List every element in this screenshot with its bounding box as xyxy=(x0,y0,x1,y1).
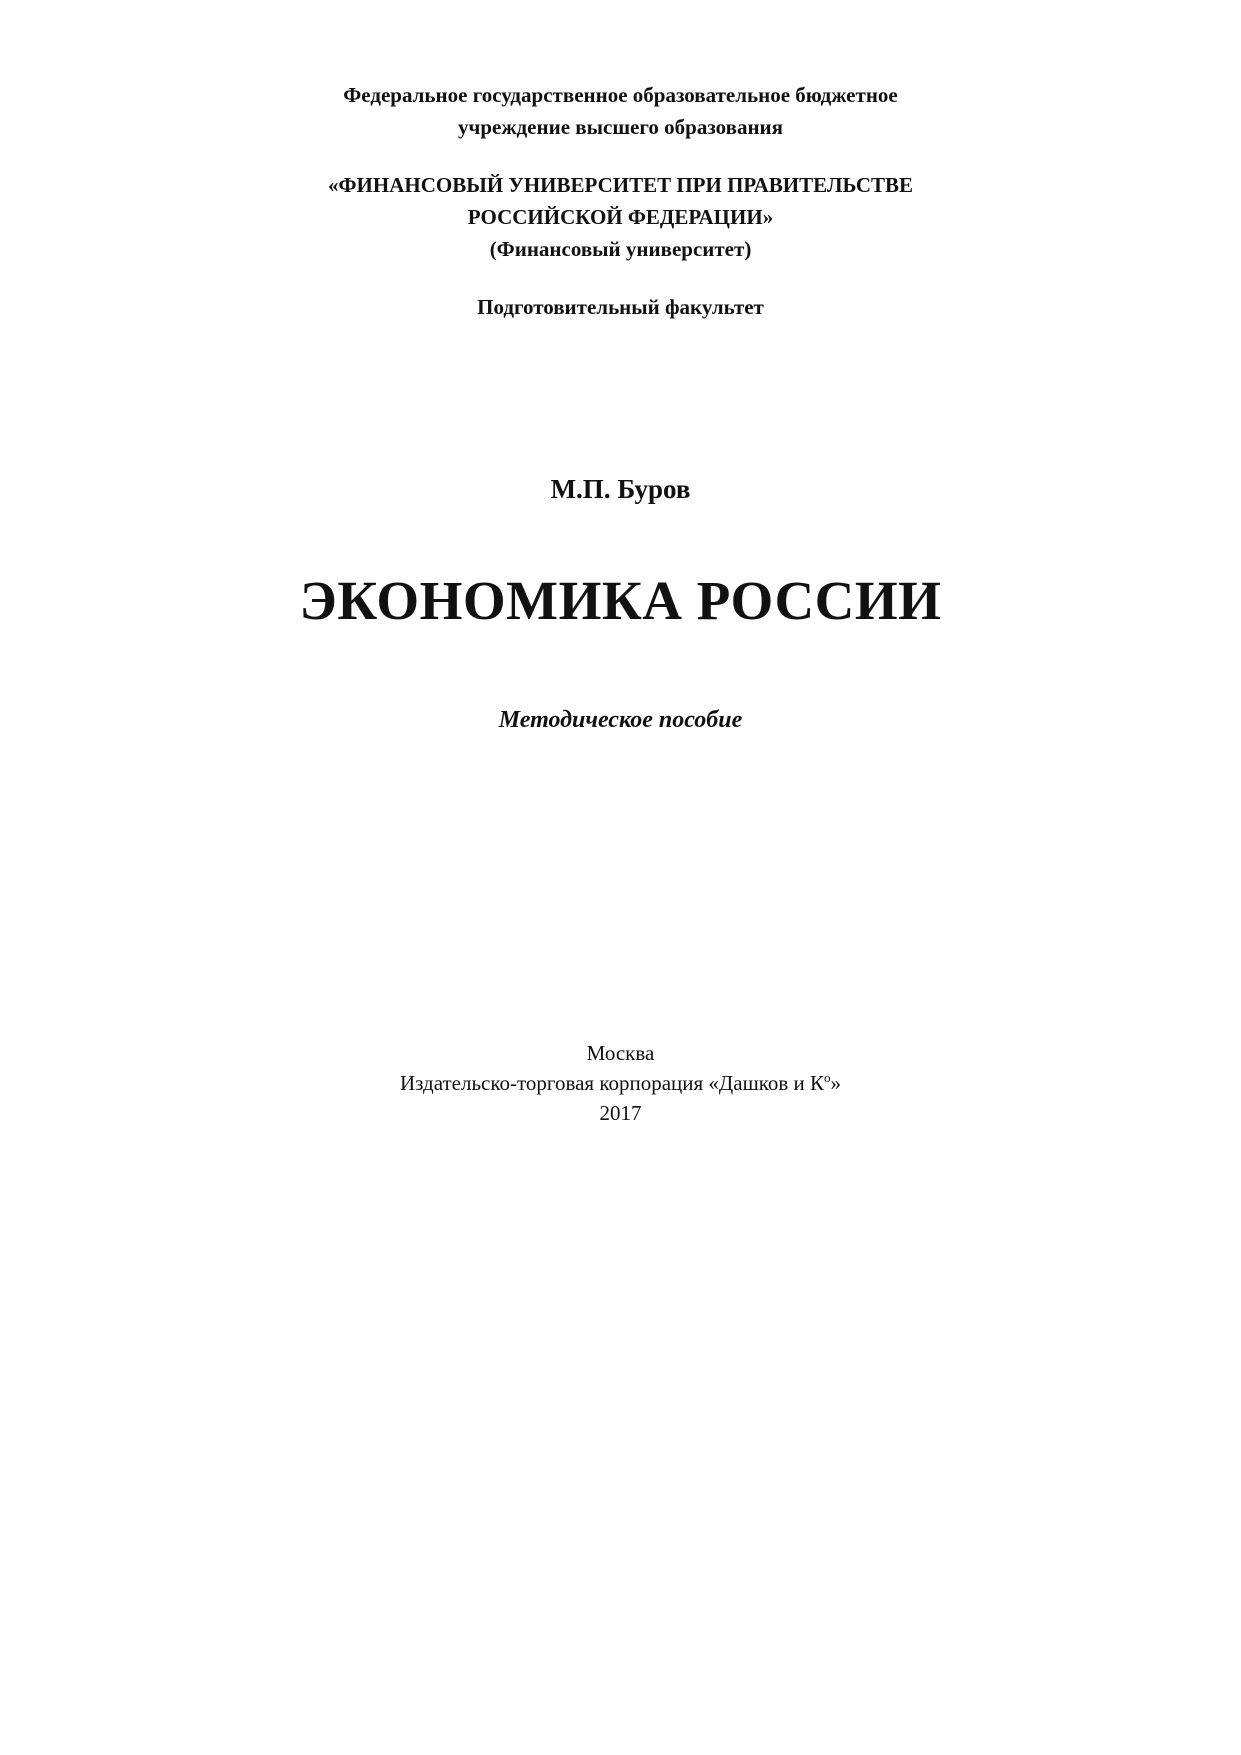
publisher-superscript: о xyxy=(824,1070,831,1085)
university-name xyxy=(0,169,1241,265)
author-name: М.П. Буров xyxy=(550,474,691,504)
imprint-publisher xyxy=(0,1068,1241,1098)
university-line-1: «ФИНАНСОВЫЙ УНИВЕРСИТЕТ ПРИ ПРАВИТЕЛЬСТВЕ xyxy=(327,173,914,197)
imprint-year: 2017 xyxy=(599,1101,642,1125)
university-line-2: РОССИЙСКОЙ ФЕДЕРАЦИИ» xyxy=(467,205,774,229)
university-short-name: (Финансовый университет) xyxy=(489,237,752,261)
publisher-name: Издательско-торговая корпорация «Дашков и К xyxy=(399,1071,825,1095)
faculty-label: Подготовительный факультет xyxy=(477,295,764,319)
book-title xyxy=(0,566,1241,636)
institution-header xyxy=(0,79,1241,143)
imprint-city: Москва xyxy=(586,1041,655,1065)
book-subtitle xyxy=(0,703,1241,737)
institution-line-1: Федеральное государственное образовательное бюджетное xyxy=(343,83,898,107)
faculty-name xyxy=(0,291,1241,323)
imprint xyxy=(0,1038,1241,1128)
publisher-closing-quote: » xyxy=(830,1071,842,1095)
author xyxy=(0,471,1241,507)
book-title-text: ЭКОНОМИКА РОССИИ xyxy=(299,570,942,631)
book-subtitle-text: Методическое пособие xyxy=(498,707,743,733)
institution-line-2: учреждение высшего образования xyxy=(457,115,784,139)
